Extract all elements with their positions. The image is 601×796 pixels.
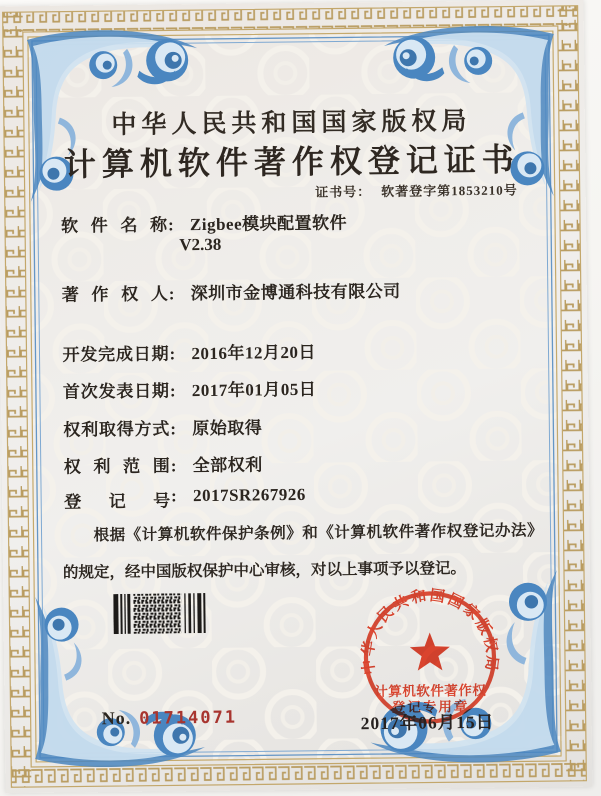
certificate-title: 计算机软件著作权登记证书 <box>63 141 521 183</box>
serial-number <box>102 707 238 730</box>
cert-no-label: 证书号： <box>315 184 372 200</box>
field-colon: : <box>171 486 177 506</box>
field-value: 原始取得 <box>192 418 263 439</box>
barcode <box>113 593 207 634</box>
cert-no-value: 软著登字第1853210号 <box>381 182 518 200</box>
field-colon: : <box>170 419 177 439</box>
field-label: 首次发表日期 <box>62 381 170 402</box>
certificate-number <box>315 179 518 200</box>
field-value: 2016年12月20日 <box>191 342 317 364</box>
field-row-copyright-owner <box>62 277 401 306</box>
field-row-acquisition-method <box>63 413 262 440</box>
field-label: 著作权人 <box>61 284 168 305</box>
field-label: 软件名称 <box>60 215 168 236</box>
field-label: 登记号 <box>64 491 171 512</box>
field-row-registration-number <box>64 485 306 513</box>
authority-title: 中华人民共和国国家版权局 <box>111 107 472 140</box>
field-value: 2017SR267926 <box>192 484 306 506</box>
field-colon: : <box>169 381 176 401</box>
field-colon: : <box>167 215 174 235</box>
field-value: Zigbee模块配置软件 <box>189 213 348 235</box>
field-row-first-publication-date <box>63 375 317 403</box>
serial-no-value: 01714071 <box>139 707 238 729</box>
field-label: 权利范围 <box>63 456 170 477</box>
field-row-completion-date <box>62 338 316 366</box>
field-value: 深圳市金博通科技有限公司 <box>190 281 401 304</box>
field-label: 权利取得方式 <box>63 419 170 440</box>
field-colon: : <box>170 456 177 476</box>
field-value: 全部权利 <box>192 455 263 476</box>
seal-date: 2017年06月15日 <box>360 711 495 734</box>
field-row-rights-scope <box>64 450 263 477</box>
seal-line2: 登记专用章 <box>391 699 470 715</box>
field-colon: : <box>168 284 175 304</box>
field-colon: : <box>169 344 176 364</box>
seal-line1: 计算机软件著作权 <box>374 682 487 700</box>
seal-arc-text: 中华人民共和国国家版权局 <box>360 588 500 676</box>
seal-star-icon <box>410 632 450 670</box>
field-row-software-name <box>61 208 347 236</box>
field-label: 开发完成日期 <box>62 344 169 365</box>
software-version: V2.38 <box>179 234 222 255</box>
registration-statement: 根据《计算机软件保护条例》和《计算机软件著作权登记办法》的规定，经中国版权保护中心审核，对以上事项予以登记。 <box>62 522 543 582</box>
serial-no-label: No. <box>101 707 132 729</box>
field-value: 2017年01月05日 <box>191 379 317 401</box>
